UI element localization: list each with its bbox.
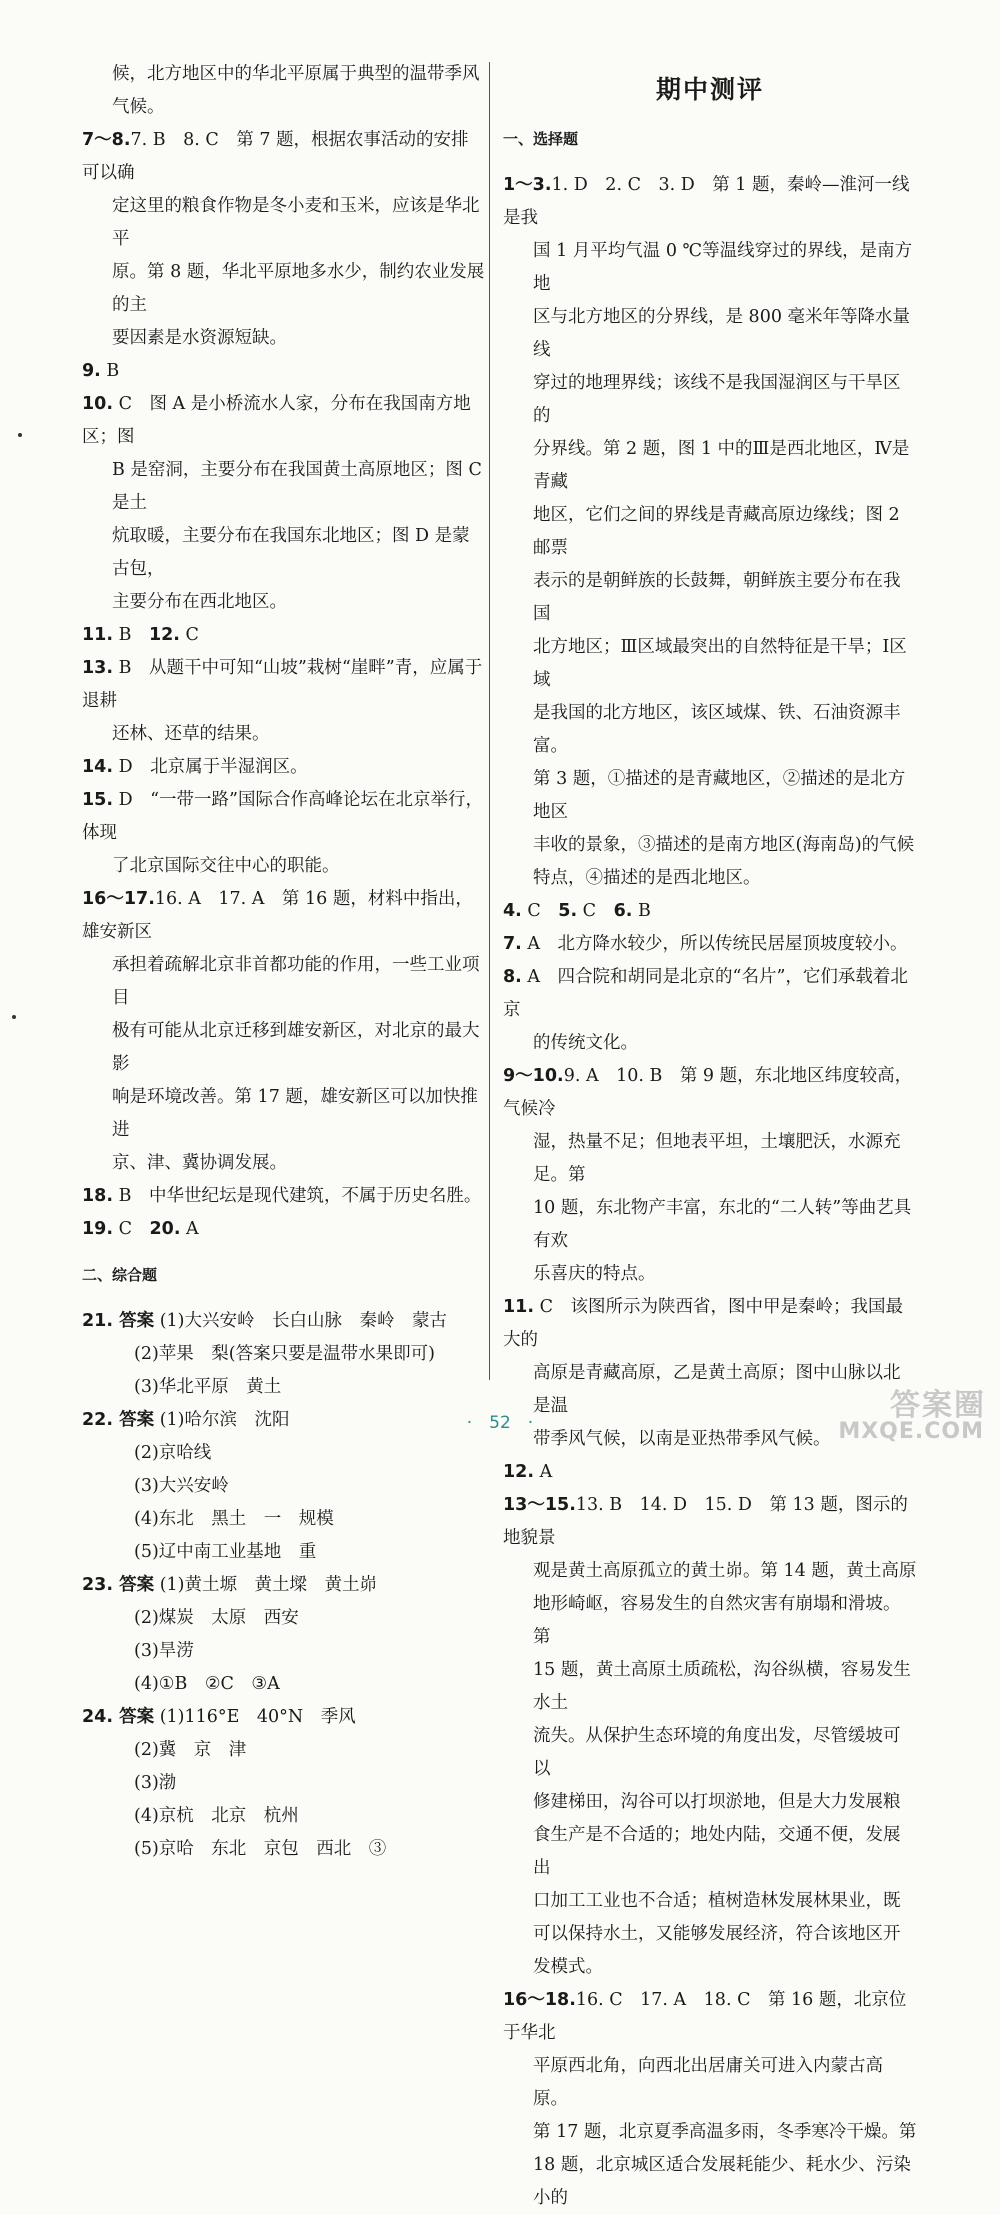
answer-text: B — [113, 625, 149, 645]
question-number: 8. — [503, 967, 522, 987]
answer-text: 是我国的北方地区，该区域煤、铁、石油资源丰富。 — [533, 703, 901, 756]
question-number: 4. — [503, 901, 522, 921]
question-number: 13. — [82, 658, 114, 678]
question-number: 15. — [82, 790, 114, 810]
answer-text: 原。第 8 题，华北平原地多水少，制约农业发展的主 — [112, 262, 485, 315]
answer-18 — [82, 1180, 486, 1213]
question-number: 10. — [82, 394, 114, 414]
question-number: 11. — [82, 625, 114, 645]
answer-text: 观是黄土高原孤立的黄土峁。第 14 题，黄土高原 — [533, 1561, 917, 1581]
answer-text: (3)华北平原 黄土 — [134, 1377, 282, 1397]
answer-text: (4)东北 黑土 一 规模 — [134, 1509, 334, 1529]
answer-text: 修建梯田，沟谷可以打坝淤地，但是大力发展粮 — [533, 1792, 901, 1812]
answer-text: (4)京杭 北京 杭州 — [134, 1806, 299, 1826]
answer-text: 京、津、冀协调发展。 — [112, 1153, 287, 1173]
question-number: 11. — [503, 1297, 535, 1317]
answer-text: C 该图所示为陕西省，图中甲是秦岭；我国最大的 — [503, 1297, 903, 1350]
answer-text: 可以保持水土，又能够发展经济，符合该地区开 — [533, 1924, 901, 1944]
answer-text: 9. A 10. B 第 9 题，东北地区纬度较高，气候冷 — [503, 1066, 913, 1119]
answer-text: (5)辽中南工业基地 重 — [134, 1542, 317, 1562]
answer-text: 16. C 17. A 18. C 第 16 题，北京位于华北 — [503, 1990, 907, 2043]
answer-7 — [503, 928, 917, 961]
answer-text: 响是环境改善。第 17 题，雄安新区可以加快推进 — [112, 1087, 478, 1140]
answer-text: 高原是青藏高原，乙是黄土高原；图中山脉以北是温 — [533, 1363, 901, 1416]
answer-14 — [82, 751, 486, 784]
section-heading: 二、综合题 — [82, 1266, 158, 1284]
answer-text: (2)苹果 梨(答案只要是温带水果即可) — [134, 1344, 435, 1364]
answer-text: 区与北方地区的分界线，是 800 毫米年等降水量线 — [533, 307, 911, 360]
question-number: 23. — [82, 1575, 114, 1595]
answer-23 — [82, 1569, 486, 1701]
answer-text: 了北京国际交往中心的职能。 — [112, 856, 340, 876]
scan-speck — [12, 1015, 16, 1019]
answer-label: 答案 — [113, 1707, 155, 1727]
answer-text: D 北京属于半湿润区。 — [113, 757, 308, 777]
question-number: 9～10. — [503, 1066, 564, 1086]
answer-text: 第 3 题，①描述的是青藏地区，②描述的是北方地区 — [533, 769, 906, 822]
watermark-text: 答案圈 — [890, 1388, 986, 1423]
answer-text: 国 1 月平均气温 0 ℃等温线穿过的界线，是南方地 — [533, 241, 913, 294]
answer-text: C — [179, 625, 199, 645]
answer-12 — [503, 1456, 917, 1489]
answer-label: 答案 — [113, 1575, 155, 1595]
answer-text: 承担着疏解北京非首都功能的作用，一些工业项目 — [112, 955, 480, 1008]
question-number: 7～8. — [82, 130, 131, 150]
watermark-logo — [826, 1380, 986, 1444]
answer-24 — [82, 1701, 486, 1866]
answer-text: A 北方降水较少，所以传统民居屋顶坡度较小。 — [521, 934, 908, 954]
answer-text: 16. A 17. A 第 16 题，材料中指出，雄安新区 — [82, 889, 473, 942]
answer-text: 第 17 题，北京夏季高温多雨，冬季寒冷干燥。第 — [533, 2122, 917, 2142]
answer-text: (3)大兴安岭 — [134, 1476, 229, 1496]
answer-4-6 — [503, 895, 917, 928]
scan-speck — [18, 433, 22, 437]
question-number: 19. — [82, 1219, 114, 1239]
answer-text: (3)渤 — [134, 1773, 177, 1793]
answer-text: 炕取暖，主要分布在我国东北地区；图 D 是蒙古包， — [112, 526, 470, 579]
answer-text: B — [632, 901, 651, 921]
answer-text: 18 题，北京城区适合发展耗能少、耗水少、污染小的 — [533, 2155, 911, 2208]
answer-text: B 从题干中可知“山坡”栽树“崖畔”青，应属于退耕 — [82, 658, 483, 711]
answer-text: 穿过的地理界线；该线不是我国湿润区与干旱区的 — [533, 373, 901, 426]
answer-15 — [82, 784, 486, 883]
answer-text: (3)旱涝 — [134, 1641, 194, 1661]
answer-text: C 图 A 是小桥流水人家，分布在我国南方地区；图 — [82, 394, 471, 447]
question-number: 13～15. — [503, 1495, 576, 1515]
answer-text: 发模式。 — [533, 1957, 603, 1977]
answer-text: D “一带一路”国际合作高峰论坛在北京举行，体现 — [82, 790, 484, 843]
answer-text: 要因素是水资源短缺。 — [112, 328, 287, 348]
question-number: 14. — [82, 757, 114, 777]
answer-text: 流失。从保护生态环境的角度出发，尽管缓坡可以 — [533, 1726, 901, 1779]
answer-label: 答案 — [113, 1311, 155, 1331]
answer-9-10 — [503, 1060, 917, 1291]
answer-16-18 — [503, 1984, 917, 2215]
question-number: 20. — [149, 1219, 181, 1239]
answer-text: 特点，④描述的是西北地区。 — [533, 868, 761, 888]
question-number: 1～3. — [503, 175, 552, 195]
answer-7-8 — [82, 124, 486, 355]
answer-text: 7. B 8. C 第 7 题，根据农事活动的安排可以确 — [82, 130, 469, 183]
answer-text: 平原西北角，向西北出居庸关可进入内蒙古高原。 — [533, 2056, 883, 2109]
answer-text: A 四合院和胡同是北京的“名片”，它们承载着北京 — [503, 967, 908, 1020]
question-number: 9. — [82, 361, 101, 381]
answer-1-3 — [503, 169, 917, 895]
answer-text: 乐喜庆的特点。 — [533, 1264, 656, 1284]
answer-19-20 — [82, 1213, 486, 1246]
answer-text: 分界线。第 2 题，图 1 中的Ⅲ是西北地区，Ⅳ是青藏 — [533, 439, 910, 492]
answer-text: 丰收的景象，③描述的是南方地区(海南岛)的气候 — [533, 835, 915, 855]
question-number: 21. — [82, 1311, 114, 1331]
intro-continuation: 候，北方地区中的华北平原属于典型的温带季风气候。 — [112, 64, 480, 117]
question-number: 12. — [148, 625, 180, 645]
answer-text: 地形崎岖，容易发生的自然灾害有崩塌和滑坡。第 — [533, 1594, 901, 1647]
answer-10 — [82, 388, 486, 619]
answer-text: (1)黄土塬 黄土墚 黄土峁 — [159, 1575, 377, 1595]
answer-text: C — [577, 901, 614, 921]
column-divider — [489, 62, 490, 1380]
answer-text: A — [534, 1462, 553, 1482]
answer-text: C — [113, 1219, 150, 1239]
answer-text: 带季风气候，以南是亚热带季风气候。 — [533, 1429, 831, 1449]
answer-13 — [82, 652, 486, 751]
answer-text: (5)京哈 东北 京包 西北 ③ — [134, 1839, 387, 1859]
question-number: 24. — [82, 1707, 114, 1727]
question-number: 18. — [82, 1186, 114, 1206]
question-number: 12. — [503, 1462, 535, 1482]
answer-text: 15 题，黄土高原土质疏松，沟谷纵横，容易发生水土 — [533, 1660, 911, 1713]
answer-8 — [503, 961, 917, 1060]
answer-label: 答案 — [113, 1410, 155, 1430]
answer-text: 北方地区；Ⅲ区域最突出的自然特征是干旱；Ⅰ区域 — [533, 637, 907, 690]
question-number: 16～17. — [82, 889, 155, 909]
answer-text: (1)116°E 40°N 季风 — [159, 1707, 356, 1727]
answer-16-17 — [82, 883, 486, 1180]
answer-text: 的传统文化。 — [533, 1033, 638, 1053]
section-heading: 一、选择题 — [503, 130, 579, 148]
question-number: 16～18. — [503, 1990, 576, 2010]
answer-text: 13. B 14. D 15. D 第 13 题，图示的地貌景 — [503, 1495, 908, 1548]
question-number: 7. — [503, 934, 522, 954]
answer-text: 地区，它们之间的界线是青藏高原边缘线；图 2 邮票 — [533, 505, 900, 558]
answer-text: 主要分布在西北地区。 — [112, 592, 287, 612]
answer-text: 食生产是不合适的；地处内陆，交通不便，发展出 — [533, 1825, 901, 1878]
answer-text: B 是窑洞，主要分布在我国黄土高原地区；图 C 是土 — [112, 460, 482, 513]
answer-text: (2)冀 京 津 — [134, 1740, 247, 1760]
answer-text: (2)京哈线 — [134, 1443, 212, 1463]
answer-text: (1)大兴安岭 长白山脉 秦岭 蒙古 — [159, 1311, 447, 1331]
question-number: 6. — [613, 901, 633, 921]
answer-9 — [82, 355, 486, 388]
answer-13-15 — [503, 1489, 917, 1984]
answer-text: C — [521, 901, 559, 921]
answer-text: A — [180, 1219, 199, 1239]
answer-text: 定这里的粮食作物是冬小麦和玉米，应该是华北平 — [112, 196, 480, 249]
answer-text: (1)哈尔滨 沈阳 — [159, 1410, 290, 1430]
left-column — [82, 58, 486, 1866]
answer-text: (4)①B ②C ③A — [134, 1674, 280, 1694]
answer-text: 湿，热量不足；但地表平坦，土壤肥沃，水源充足。第 — [533, 1132, 901, 1185]
page-number: · 52 · — [466, 1413, 534, 1433]
right-column — [503, 58, 917, 2215]
answer-text: B 中华世纪坛是现代建筑，不属于历史名胜。 — [113, 1186, 482, 1206]
watermark-url: MXQE.COM — [838, 1419, 984, 1444]
question-number: 22. — [82, 1410, 114, 1430]
answer-11-12 — [82, 619, 486, 652]
answer-text: 1. D 2. C 3. D 第 1 题，秦岭—淮河一线是我 — [503, 175, 910, 228]
page-title: 期中测评 — [655, 75, 764, 104]
answer-text: B — [100, 361, 120, 381]
answer-text: 10 题，东北物产丰富，东北的“二人转”等曲艺具有欢 — [533, 1198, 912, 1251]
answer-text: 表示的是朝鲜族的长鼓舞，朝鲜族主要分布在我国 — [533, 571, 901, 624]
question-number: 5. — [558, 901, 578, 921]
answer-text: 极有可能从北京迁移到雄安新区，对北京的最大影 — [112, 1021, 480, 1074]
answer-text: (2)煤炭 太原 西安 — [134, 1608, 299, 1628]
answer-text: 口加工工业也不合适；植树造林发展林果业，既 — [533, 1891, 901, 1911]
answer-text: 还林、还草的结果。 — [112, 724, 270, 744]
answer-21 — [82, 1305, 486, 1404]
